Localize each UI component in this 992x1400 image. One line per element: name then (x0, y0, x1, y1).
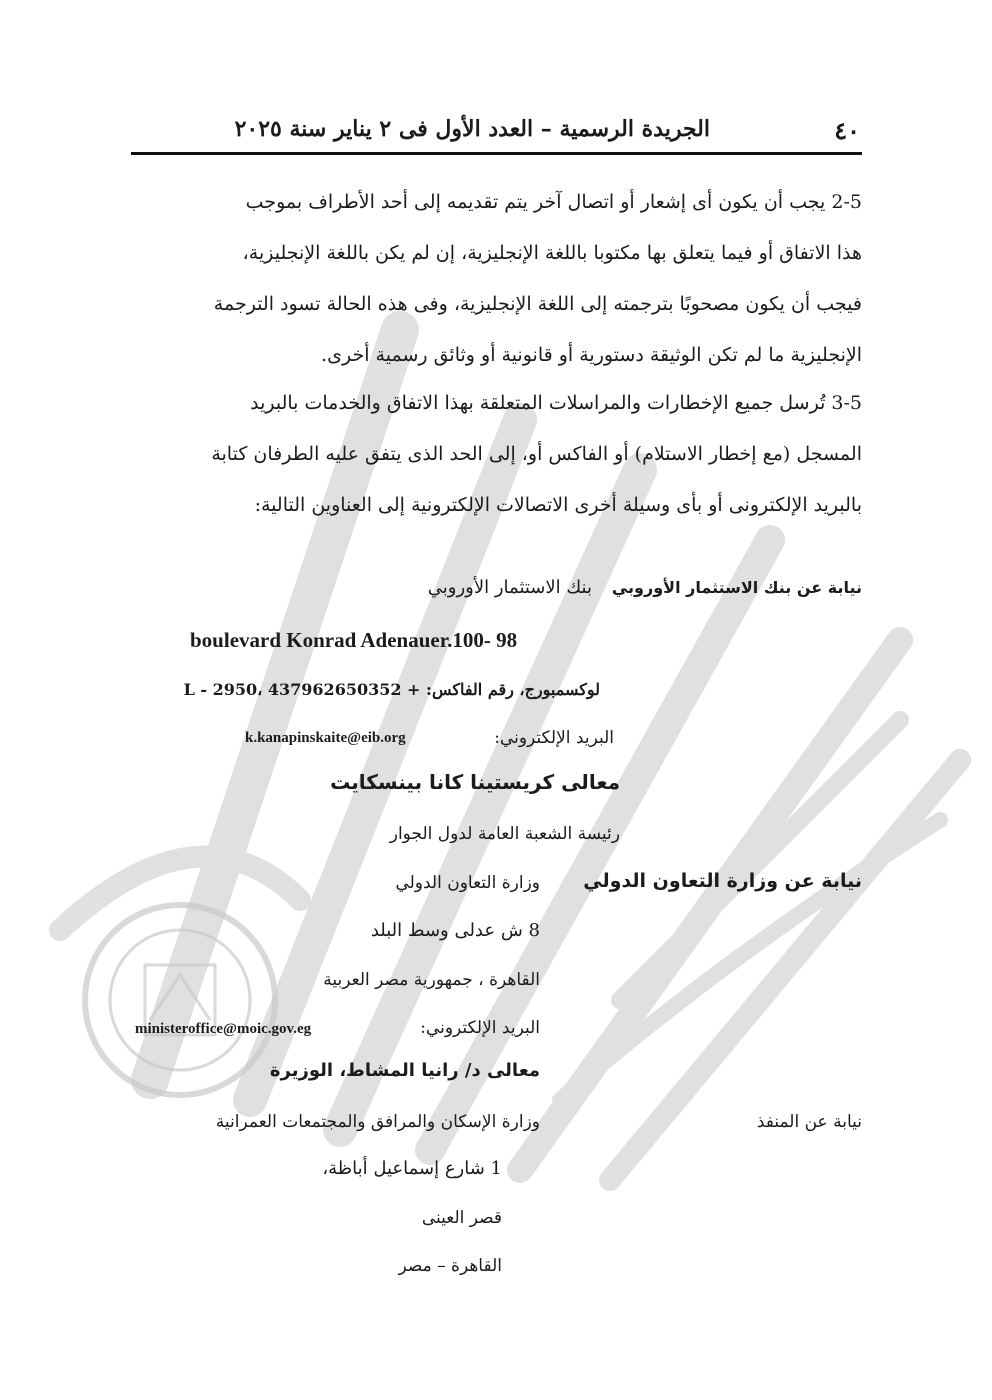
executor-city: القاهرة – مصر (398, 1256, 502, 1276)
page-number: ٤٠ (834, 116, 860, 145)
eib-signatory-title: رئيسة الشعبة العامة لدول الجوار (389, 824, 620, 844)
executor-district: قصر العينى (421, 1208, 502, 1228)
eib-city-fax: L - 2950، لوكسمبورج، رقم الفاكس: + 437962650352 (183, 680, 600, 699)
paragraph-line: هذا الاتفاق أو فيما يتعلق بها مكتوبا باللغة الإنجليزية، إن لم يكن باللغة الإنجليزية، (242, 242, 862, 264)
paragraph-line: الإنجليزية ما لم تكن الوثيقة دستورية أو قانونية أو وثائق رسمية أخرى. (321, 344, 862, 366)
eib-email-label: البريد الإلكتروني: (494, 728, 614, 748)
moic-email: ministeroffice@moic.gov.eg (135, 1021, 312, 1037)
eib-party-label: نيابة عن بنك الاستثمار الأوروبي (611, 578, 862, 597)
paragraph-line: بالبريد الإلكترونى أو بأى وسيلة أخرى الاتصالات الإلكترونية إلى العناوين التالية: (254, 494, 862, 516)
executor-party-label: نيابة عن المنفذ (756, 1112, 862, 1132)
seal-icon (85, 905, 275, 1095)
gazette-header-title: الجريدة الرسمية – العدد الأول فى ٢ يناير سنة ٢٠٢٥ (234, 116, 710, 142)
paragraph-line: المسجل (مع إخطار الاستلام) أو الفاكس أو، إلى الحد الذى يتفق عليه الطرفان كتابة (211, 443, 862, 465)
moic-city: القاهرة ، جمهورية مصر العربية (323, 970, 540, 990)
moic-signatory: معالى د/ رانيا المشاط، الوزيرة (269, 1060, 540, 1081)
paragraph-line: 3-5 تُرسل جميع الإخطارات والمراسلات المتعلقة بهذا الاتفاق والخدمات بالبريد (250, 392, 862, 414)
eib-email: k.kanapinskaite@eib.org (245, 730, 406, 746)
moic-party-label: نيابة عن وزارة التعاون الدولي (583, 870, 862, 892)
paragraph-line: 2-5 يجب أن يكون أى إشعار أو اتصال آخر يتم تقديمه إلى أحد الأطراف بموجب (245, 191, 862, 213)
moic-name: وزارة التعاون الدولي (395, 873, 540, 893)
clause-3-5 (131, 378, 862, 531)
eib-street: boulevard Konrad Adenauer.100- 98 (190, 628, 518, 652)
clause-2-5 (131, 177, 862, 381)
eib-name: بنك الاستثمار الأوروبي (427, 577, 592, 598)
eib-signatory: معالى كريستينا كانا بينسكايت (330, 770, 620, 794)
executor-name: وزارة الإسكان والمرافق والمجتمعات العمرانية (215, 1112, 540, 1132)
moic-street: 8 ش عدلى وسط البلد (370, 920, 540, 941)
executor-street: 1 شارع إسماعيل أباظة، (322, 1158, 502, 1179)
header-divider (131, 152, 862, 155)
moic-email-label: البريد الإلكتروني: (420, 1018, 540, 1038)
paragraph-line: فيجب أن يكون مصحوبًا بترجمته إلى اللغة الإنجليزية، وفى هذه الحالة تسود الترجمة (213, 293, 862, 315)
